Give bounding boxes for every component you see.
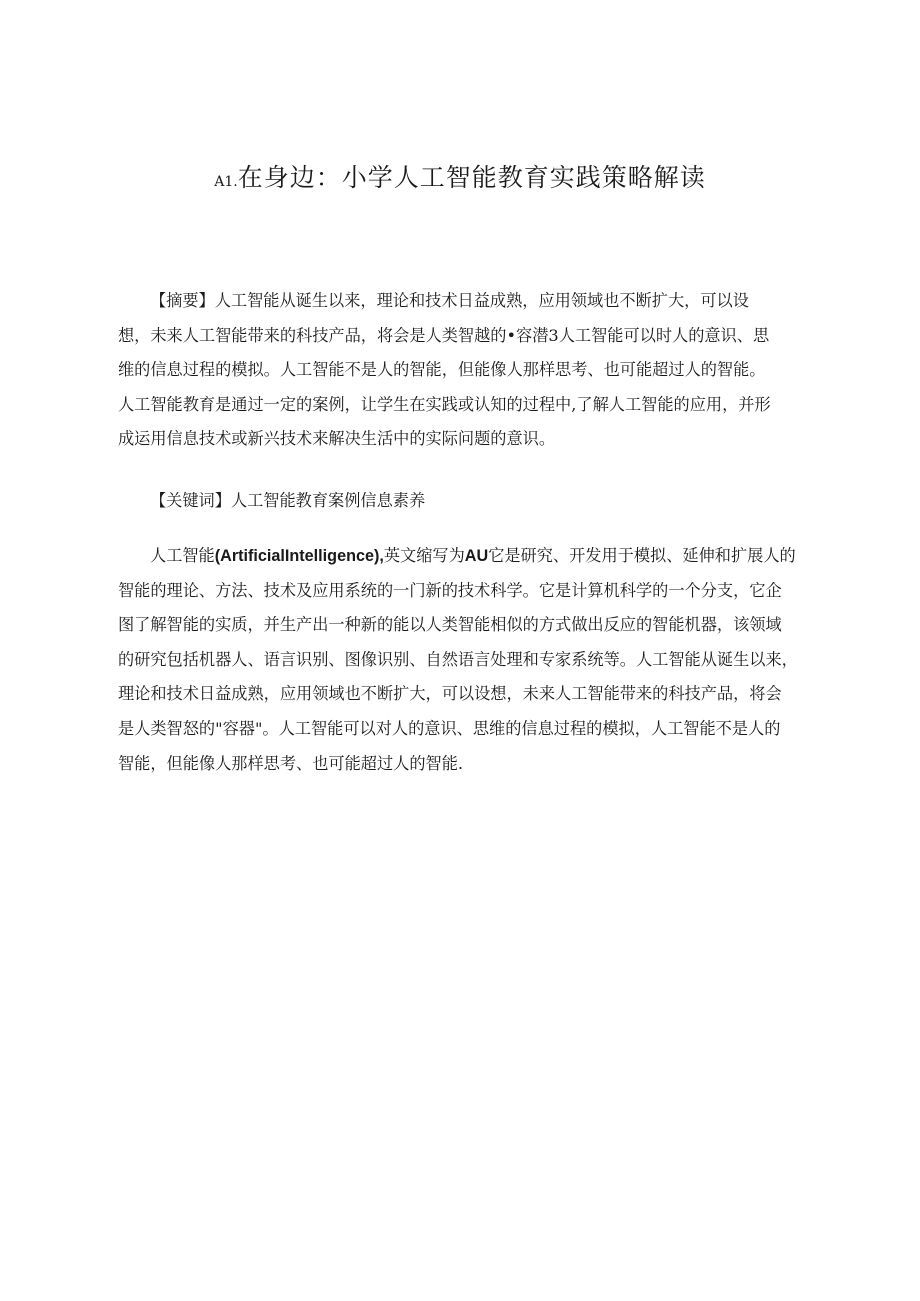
abstract-line: 想，未来人工智能带来的科技产品，将会是人类智越的•容潜3人工智能可以时人的意识、思 [118,325,770,345]
body-line: 是人类智怒的"容器"。人工智能可以对人的意识、思维的信息过程的模拟，人工智能不是人的 [118,718,781,738]
body-line: 图了解智能的实质，并生产出一种新的能以人类智能相似的方式做出反应的智能机器，该领域 [118,615,782,635]
english-term: (ArtificialIntelligence), [214,547,384,565]
abstract-line: 成运用信息技术或新兴技术来解决生活中的实际问题的意识。 [118,429,556,449]
body-line: 智能的理论、方法、技术及应用系统的一门新的技术科学。它是计算机科学的一个分支，它企 [118,580,782,600]
keywords-paragraph [118,484,808,519]
body-line: 智能，但能像人那样思考、也可能超过人的智能. [118,753,464,773]
abstract-line: 【摘要】人工智能从诞生以来，理论和技术日益成熟，应用领域也不断扩大，可以设 [150,291,749,310]
body-line-first [118,539,808,574]
abstract-line: 人工智能教育是通过一定的案例，让学生在实践或认知的过程中,了解人工智能的应用，并形 [118,394,771,414]
body-line: 的研究包括机器人、语言识别、图像识别、自然语言处理和专家系统等。人工智能从诞生以来， [118,649,798,669]
body-paragraph [118,539,808,781]
abstract-line: 维的信息过程的模拟。人工智能不是人的智能，但能像人那样思考、也可能超过人的智能。 [118,360,766,380]
body-line: 理论和技术日益成熟，应用领域也不断扩大，可以设想，未来人工智能带来的科技产品，将会 [118,684,782,704]
title-prefix: A1. [214,174,238,190]
body-text-run: 它是研究、开发用于模拟、延伸和扩展人的 [488,546,796,565]
abstract-paragraph [118,284,808,457]
abbreviation: AU [464,547,489,565]
body-text-run: 英文缩写为 [383,546,465,565]
title-main: 在身边：小学人工智能教育实践策略解读 [237,163,706,192]
document-title [0,158,920,202]
keywords-line: 【关键词】人工智能教育案例信息素养 [150,491,426,510]
body-text-run: 人工智能 [150,546,215,565]
